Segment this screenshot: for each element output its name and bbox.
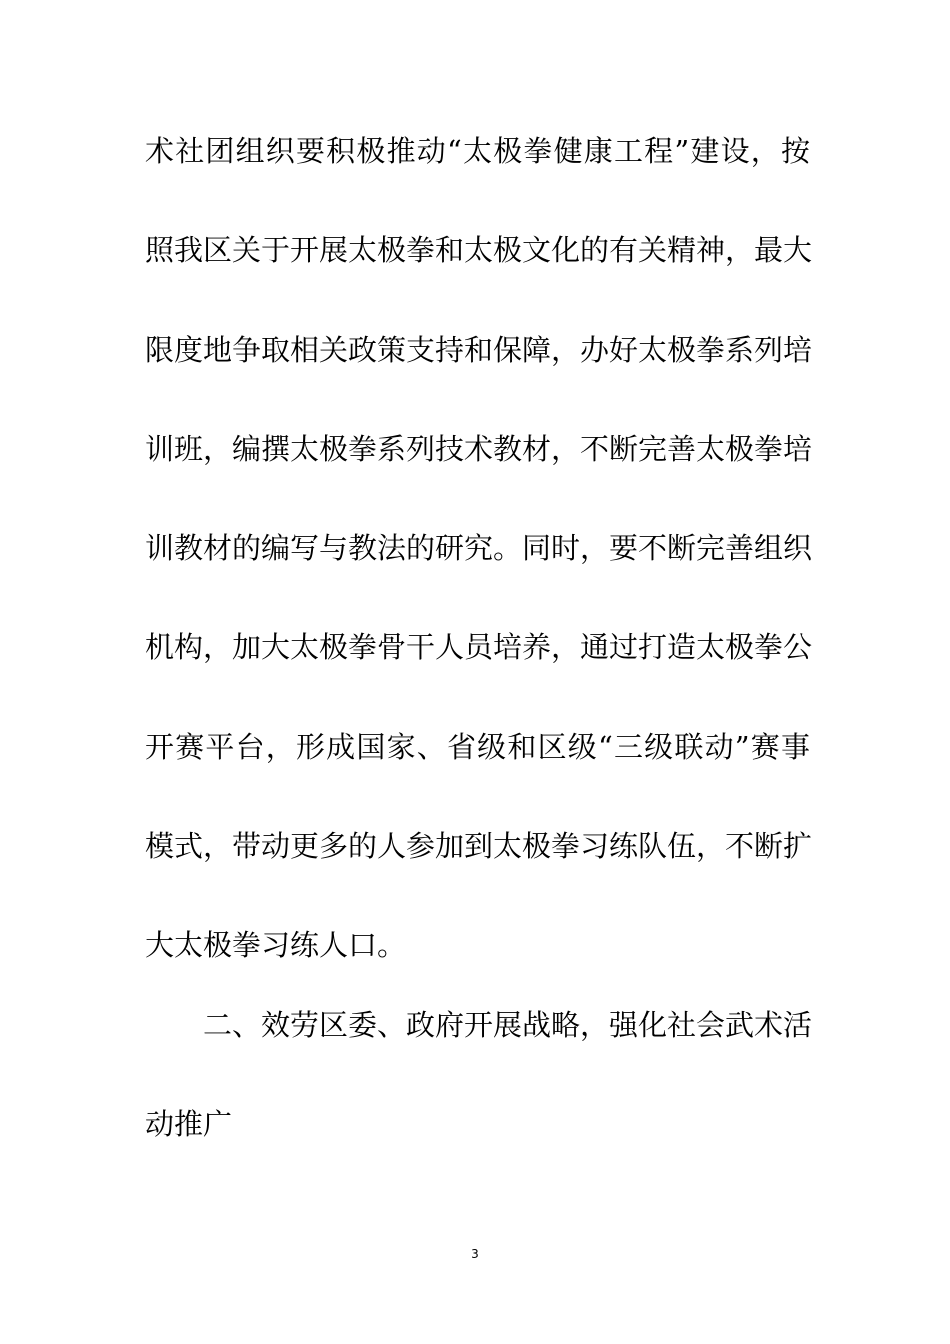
paragraph-line-9: 大太极拳习练人口。 xyxy=(145,928,407,962)
paragraph-line-1: 术社团组织要积极推动“太极拳健康工程”建设，按 xyxy=(145,134,810,168)
paragraph-line-4: 训班，编撰太极拳系列技术教材，不断完善太极拳培 xyxy=(145,432,813,466)
paragraph-line-7: 开赛平台，形成国家、省级和区级“三级联动”赛事 xyxy=(145,730,810,764)
page-number: 3 xyxy=(471,1247,479,1261)
section-heading-line-1: 二、效劳区委、政府开展战略，强化社会武术活 xyxy=(203,1008,813,1042)
paragraph-line-3: 限度地争取相关政策支持和保障，办好太极拳系列培 xyxy=(145,333,813,367)
paragraph-line-2: 照我区关于开展太极拳和太极文化的有关精神，最大 xyxy=(145,233,813,267)
section-heading-line-2: 动推广 xyxy=(145,1107,233,1141)
paragraph-line-5: 训教材的编写与教法的研究。同时，要不断完善组织 xyxy=(145,531,813,565)
paragraph-line-8: 模式，带动更多的人参加到太极拳习练队伍，不断扩 xyxy=(145,829,813,863)
paragraph-line-6: 机构，加大太极拳骨干人员培养，通过打造太极拳公 xyxy=(145,630,813,664)
